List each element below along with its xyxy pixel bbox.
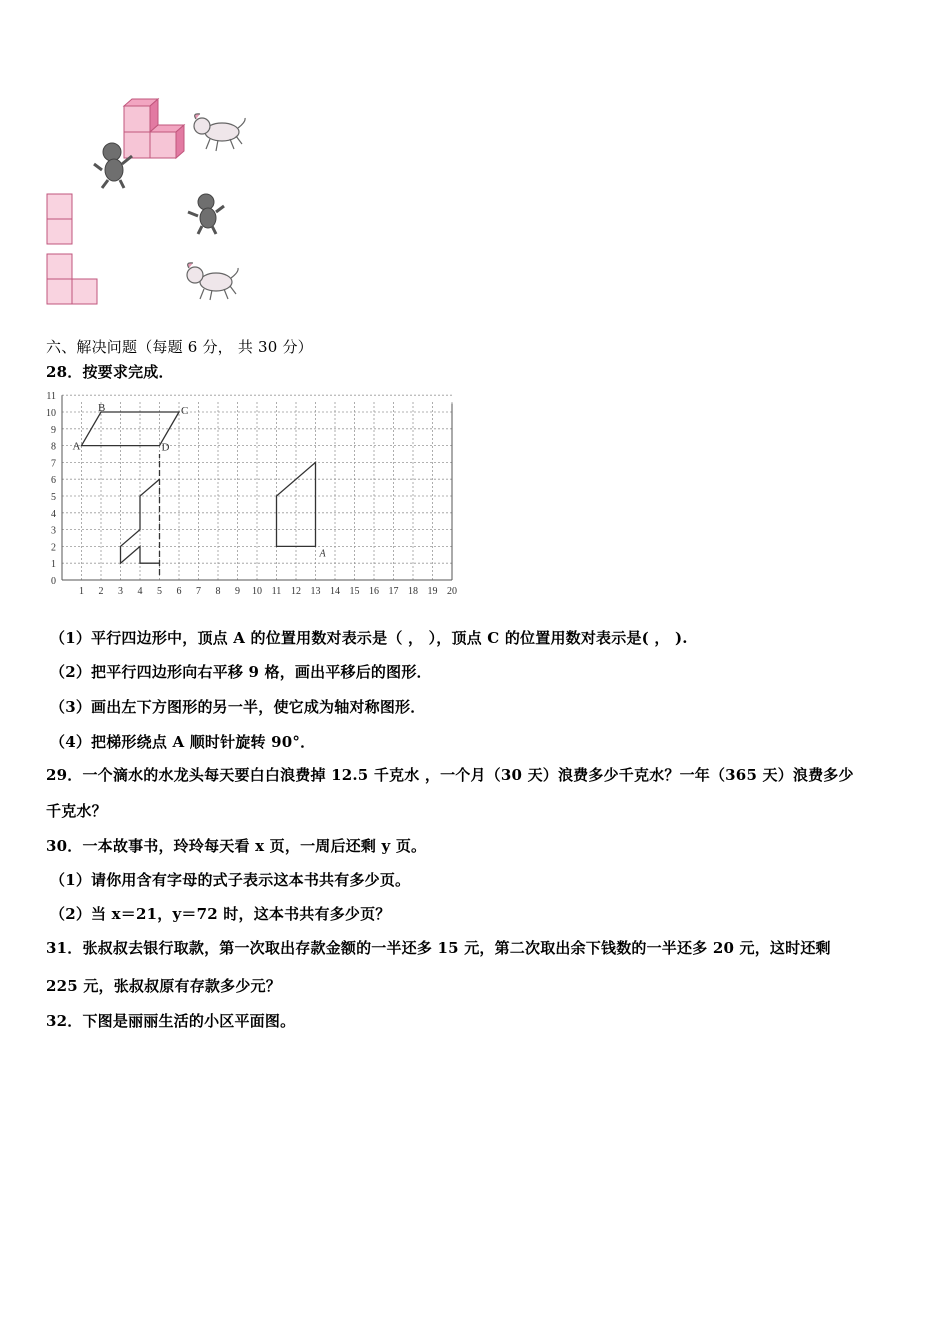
y-tick-label: 2 (51, 542, 56, 554)
coordinate-grid (46, 387, 458, 599)
q31-line2: 225 元，张叔叔原有存款多少元？ (46, 977, 281, 995)
q29-line2: 千克水？ (46, 802, 107, 820)
x-tick-label: 5 (157, 586, 162, 597)
q30-title: 30．一本故事书，玲玲每天看 x 页，一周后还剩 y 页。 (46, 837, 427, 855)
cube-stack (124, 99, 184, 158)
x-tick-label: 12 (291, 586, 301, 597)
x-tick-label: 2 (98, 586, 104, 597)
y-tick-label: 4 (51, 508, 56, 520)
x-tick-label: 4 (137, 586, 143, 597)
x-tick-label: 10 (252, 586, 262, 597)
q28-title: 28．按要求完成． (46, 363, 174, 381)
q28-sub2: （2）把平行四边形向右平移 9 格，画出平移后的图形． (50, 663, 432, 681)
cube-view-figure (40, 92, 270, 312)
x-tick-label: 16 (369, 586, 379, 597)
monkey-icon-2 (188, 194, 224, 234)
x-tick-label: 17 (388, 586, 399, 597)
q28-sub3: （3）画出左下方图形的另一半，使它成为轴对称图形． (50, 698, 426, 716)
x-tick-label: 14 (330, 586, 340, 597)
q28-sub4: （4）把梯形绕点 A 顺时针旋转 90°． (50, 733, 316, 751)
q31-line1: 31．张叔叔去银行取款，第一次取出存款金额的一半还多 15 元，第二次取出余下钱数的一半还多 20 元，这时还剩 (46, 939, 831, 957)
dog-icon (194, 114, 245, 151)
y-tick-label: 3 (51, 525, 56, 537)
x-tick-label: 13 (310, 586, 321, 597)
y-tick-label: 9 (51, 424, 56, 436)
x-tick-label: 6 (176, 586, 182, 597)
section-title: 六、解决问题（每题 6 分， 共 30 分） (46, 338, 313, 356)
y-tick-label: 11 (46, 391, 56, 403)
label-C: C (181, 405, 189, 417)
x-tick-label: 9 (235, 586, 240, 597)
x-tick-label: 7 (196, 586, 201, 597)
view-side-squares (47, 254, 97, 304)
x-tick-label: 1 (79, 586, 84, 597)
x-tick-label: 18 (408, 586, 418, 597)
x-tick-label: 3 (118, 586, 123, 597)
dog-icon-2 (187, 263, 238, 300)
y-tick-label: 6 (51, 475, 56, 487)
q30-sub2: （2）当 x＝21，y＝72 时，这本书共有多少页？ (50, 905, 391, 923)
x-tick-label: 11 (271, 586, 282, 597)
x-tick-label: 8 (215, 586, 221, 597)
x-tick-label: 19 (427, 586, 438, 597)
view-front-squares (47, 194, 72, 244)
y-tick-label: 8 (51, 441, 56, 453)
label-A: A (72, 440, 81, 453)
y-tick-label: 1 (51, 559, 56, 571)
y-tick-label: 10 (46, 408, 56, 419)
y-tick-label: 5 (51, 492, 56, 503)
q29-line1: 29．一个滴水的水龙头每天要白白浪费掉 12.5 千克水 ，一个月（30 天）浪费多少千克水？一年（365 天）浪费多少 (46, 766, 854, 784)
label-B: B (98, 402, 106, 414)
y-tick-label: 0 (51, 576, 56, 587)
x-tick-label: 20 (447, 586, 457, 597)
y-tick-label: 7 (51, 458, 56, 470)
q28-sub1: （1）平行四边形中，顶点 A 的位置用数对表示是（ ， ），顶点 C 的位置用数对表示是( ， ). (50, 629, 688, 647)
q30-sub1: （1）请你用含有字母的式子表示这本书共有多少页。 (50, 871, 411, 889)
x-tick-label: 15 (349, 586, 360, 597)
label-trapezoid-A: A (319, 548, 326, 560)
label-D: D (161, 441, 170, 454)
q32-title: 32．下图是丽丽生活的小区平面图。 (46, 1012, 296, 1030)
